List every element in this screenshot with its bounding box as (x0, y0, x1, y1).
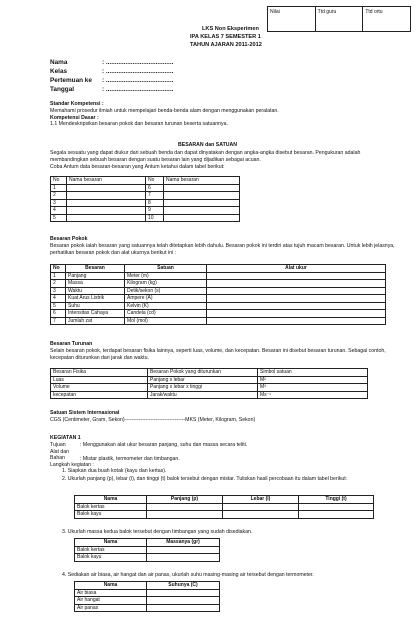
table-row: 6 Intensitas Cahaya Candela (cd) (51, 310, 386, 318)
kd-text: 1.1 Mendeskripsikan besaran pokok dan besaran turunan beserta satuannya. (50, 121, 228, 128)
besaran-list-table (50, 176, 240, 222)
table-header-row: Nama Panjang (p) Lebar (l) Tinggi (t) (75, 496, 374, 504)
table-row: 5 Suhu Kelvin (K) (51, 302, 386, 310)
table-header-row: Nama Massanya (gr) (75, 539, 220, 547)
identity-row-nama: Nama : ...................................... (50, 59, 174, 66)
kd-heading: Kompetensi Dasar : (50, 114, 99, 121)
table-row: Balok kertas (75, 546, 220, 554)
besaran-turunan-section (50, 341, 400, 361)
kegiatan-section (50, 435, 400, 469)
turunan-heading: Besaran Turunan (50, 341, 93, 347)
standar-text: Memahami prosedur ilmiah untuk mempelajari benda-benda alam dengan menggunakan peralatan. (50, 107, 279, 114)
standar-heading: Standar Kompetensi : (50, 101, 104, 107)
identity-row-kelas: Kelas : ...................................... (50, 68, 174, 75)
table-row: 2 7 (51, 192, 240, 200)
kegiatan-heading: KEGIATAN 1 (50, 435, 81, 441)
dimension-table (74, 495, 374, 519)
alat-row: Alat dan Bahan : Mistar plastik, termometer dan timbangan. (50, 448, 180, 462)
besaran-pokok-section (50, 236, 400, 256)
table-row: Volume Panjang x lebar x tinggi M³ (51, 384, 368, 392)
header-line-3: TAHUN AJARAN 2011-2012 (190, 41, 262, 48)
table-header-row: Besaran Fisika Besaran Pokok yang diturunkan Simbol satuan (51, 369, 368, 377)
tujuan-row: Tujuan : Menggunakan alat ukur besaran panjang, suhu dan massa secara teliti. (50, 441, 248, 448)
grade-box (267, 6, 411, 32)
intro-paragraph: Segala sesuatu yang dapat diukur dari sebuah benda dan dapat dinyatakan dengan angka-angka disebut besaran. Pengukuran adalah membandingkan sebuah besaran dengan suatu besaran lain yang dijadikan sebagai acuan. (50, 150, 361, 163)
si-text: CGS (Centimeter, Gram, Sekon)-----------------------------------MKS (Meter, Kilogram, Sekon) (50, 416, 256, 423)
table-row: 1 Panjang Meter (m) (51, 272, 386, 280)
step-3: 3. Ukurlah massa kedua balok tersebut dengan timbangan yang sudah disediakan. (62, 529, 253, 535)
table-row: Balok kertas (75, 503, 374, 511)
step-4: 4. Sediakan air biasa, air hangat dan air panas, ukurlah suhu masing-masing air tersebut dengan termometer. (62, 572, 314, 578)
table-row: 1 6 (51, 184, 240, 192)
step-2: 2. Ukurlah panjang (p), lebar (l), dan tinggi (t) balok tersebut dengan mistar. Tuliskan hasil percobaan itu dalam tabel berikut: (62, 476, 348, 482)
identity-row-pertemuan: Pertemuan ke : ...................................... (50, 77, 174, 84)
table-header-row: Nama Suhunya (C) (75, 582, 220, 590)
pokok-text: Besaran pokok ialah besaran yang satuannya telah ditetapkan lebih dahulu. Besaran pokok ini terdiri atas tujuh macam besaran. Untuk lebih jelasnya, perhatikan besaran pokok dan alat ukurnya berikut ini : (50, 242, 395, 256)
header-line-1: LKS Non Eksperimen (202, 26, 259, 32)
temperature-table (74, 581, 220, 612)
table-row: Balok kayu (75, 554, 220, 562)
si-heading: Satuan Sistem Internasional (50, 410, 120, 416)
besaran-turunan-table (50, 368, 368, 399)
table-row: kecepatan Jarak/waktu Ms⁻¹ (51, 391, 368, 399)
pokok-heading: Besaran Pokok (50, 236, 88, 242)
table-row: Balok kayu (75, 511, 374, 519)
table-row: Luas Panjang x lebar M² (51, 376, 368, 384)
table-row: Air biasa (75, 589, 220, 597)
mass-table (74, 538, 220, 562)
table-row: 3 8 (51, 199, 240, 207)
worksheet-header (190, 26, 262, 49)
grade-cell-ttd-ortu: Ttd ortu (363, 7, 411, 32)
identity-block (50, 58, 173, 94)
table-row: 2 Massa Kilogram (kg) (51, 280, 386, 288)
grade-cell-nilai: Nilai (268, 7, 316, 32)
tanggal-field[interactable]: : ...................................... (102, 86, 174, 93)
intro (50, 150, 400, 170)
besaran-pokok-table (50, 264, 386, 325)
section-title: BESARAN dan SATUAN (178, 142, 237, 148)
identity-row-tanggal: Tanggal : ...................................... (50, 86, 174, 93)
table-row: 4 Kuat Arus Listrik Ampere (A) (51, 295, 386, 303)
table-row: 7 Jumlah zat Mol (mol) (51, 317, 386, 325)
grade-cell-ttd-guru: Ttd guru (315, 7, 363, 32)
turunan-text: Selain besaran pokok, terdapat besaran fisika lainnya, seperti luas, volume, dan kecepatan. Besaran ini disebut besaran turunan. Sebagai contoh, kecepatan diturunkan dari jarak dan waktu. (50, 347, 386, 361)
kelas-field[interactable]: : ...................................... (102, 68, 174, 75)
table-row: Air panas (75, 604, 220, 612)
standar-kompetensi (50, 101, 400, 128)
table-row: Air hangat (75, 597, 220, 605)
header-line-2: IPA KELAS 7 SEMESTER 1 (190, 33, 261, 40)
table-header-row: No Nama besaran No Nama besaran (51, 177, 240, 185)
table-row: 4 9 (51, 207, 240, 215)
intro-instruction: Coba Antum data besaran-besaran yang Antum ketahui dalam tabel berikut: (50, 163, 225, 170)
table-row: 5 10 (51, 214, 240, 222)
pertemuan-field[interactable]: : ...................................... (102, 77, 174, 84)
table-row: 3 Waktu Detik/sekon (s) (51, 287, 386, 295)
nama-field[interactable]: : ...................................... (102, 59, 174, 66)
si-section (50, 410, 400, 424)
step-1: 1. Siapkan dua buah kotak (kayu dan kertas). (62, 468, 167, 474)
table-header-row: No Besaran Satuan Alat ukur (51, 265, 386, 273)
langkah-heading: Langkah kegiatan : (50, 462, 94, 468)
